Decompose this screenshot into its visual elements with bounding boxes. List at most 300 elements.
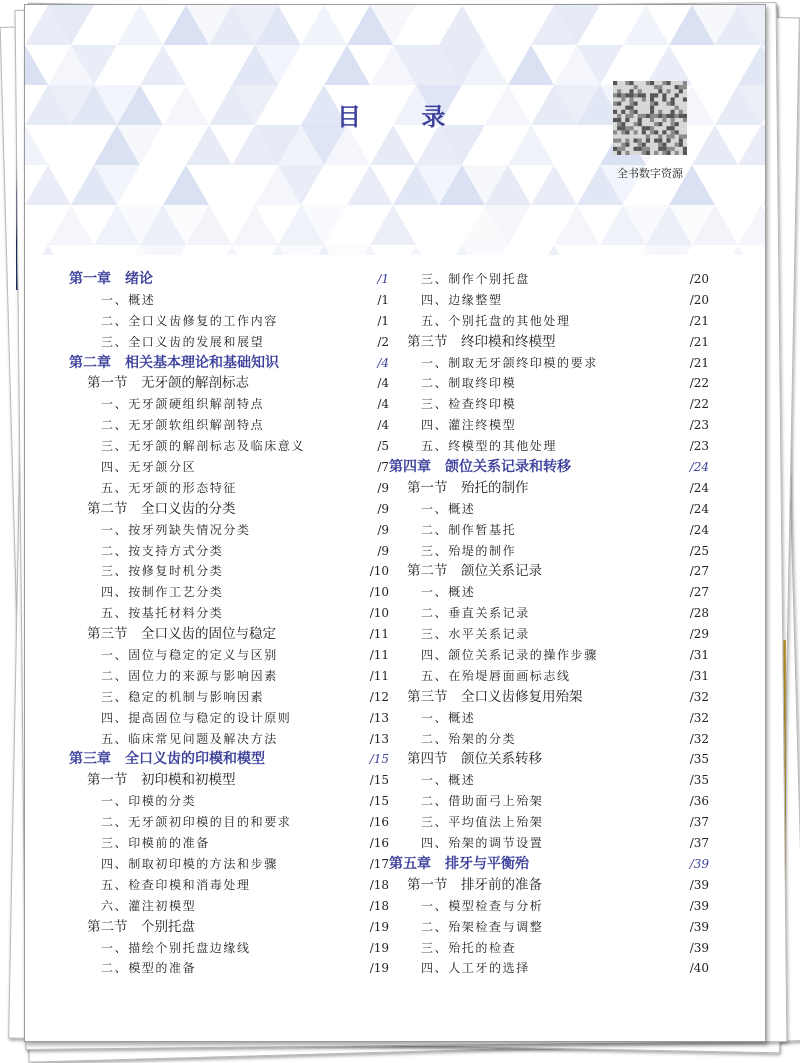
toc-page-number: /25 <box>689 543 709 558</box>
banner-triangle <box>140 245 186 255</box>
qr-module <box>621 130 625 134</box>
toc-page-number: /19 <box>369 919 389 934</box>
qr-module <box>625 126 629 130</box>
toc-item-row[interactable] <box>69 561 389 582</box>
qr-module <box>638 93 642 97</box>
toc-item-row[interactable] <box>389 645 709 666</box>
qr-module <box>654 114 658 118</box>
toc-item-row[interactable] <box>389 541 709 562</box>
toc-item-row[interactable] <box>69 394 389 415</box>
toc-item-row[interactable] <box>69 708 389 729</box>
qr-module <box>634 122 638 126</box>
toc-item-row[interactable] <box>389 833 709 854</box>
toc-entry-title: 第一节 无牙颌的解剖标志 <box>87 375 249 392</box>
toc-item-row[interactable] <box>389 791 709 812</box>
qr-module <box>679 85 683 89</box>
toc-entry-title: 一、制取无牙颌终印模的要求 <box>421 355 598 370</box>
qr-module <box>646 126 650 130</box>
qr-module <box>625 93 629 97</box>
qr-module <box>613 81 617 85</box>
qr-module <box>646 147 650 151</box>
toc-item-row[interactable] <box>389 373 709 394</box>
toc-page-number: /15 <box>369 794 389 809</box>
qr-module <box>679 139 683 143</box>
qr-module <box>683 81 687 85</box>
toc-item-row[interactable] <box>389 917 709 938</box>
toc-chapter-row[interactable] <box>69 269 389 290</box>
qr-module <box>658 134 662 138</box>
qr-module <box>650 97 654 101</box>
toc-item-row[interactable] <box>389 269 709 290</box>
banner-triangle <box>393 245 439 255</box>
qr-module <box>654 93 658 97</box>
toc-item-row[interactable] <box>389 958 709 979</box>
toc-page-number: /11 <box>369 648 389 663</box>
qr-module <box>666 102 670 106</box>
toc-page-number: /40 <box>689 961 709 976</box>
toc-page-number: /10 <box>369 585 389 600</box>
toc-entry-title: 四、制取初印模的方法和步骤 <box>101 856 278 871</box>
toc-page-number: /24 <box>689 480 709 495</box>
toc-item-row[interactable] <box>69 478 389 499</box>
qr-module <box>642 114 646 118</box>
qr-module <box>650 81 654 85</box>
banner-triangle <box>324 245 370 255</box>
toc-entry-title: 三、水平关系记录 <box>421 627 530 642</box>
toc-entry-title: 二、无牙颌软组织解剖特点 <box>101 418 265 433</box>
qr-module <box>634 147 638 151</box>
qr-module <box>658 122 662 126</box>
toc-item-row[interactable] <box>69 311 389 332</box>
toc-page-number: /19 <box>369 940 389 955</box>
qr-module <box>629 93 633 97</box>
toc-item-row[interactable] <box>389 415 709 436</box>
qr-module <box>658 110 662 114</box>
toc-page-number: /9 <box>377 543 389 558</box>
qr-module <box>617 93 621 97</box>
toc-chapter-row[interactable] <box>389 854 709 875</box>
qr-module <box>613 102 617 106</box>
qr-module <box>654 151 658 155</box>
qr-module <box>621 143 625 147</box>
qr-module <box>658 114 662 118</box>
toc-entry-title: 二、按支持方式分类 <box>101 543 224 558</box>
qr-module <box>650 102 654 106</box>
toc-item-row[interactable] <box>389 624 709 645</box>
qr-module <box>671 118 675 122</box>
toc-entry-title: 第一节 排牙前的准备 <box>407 876 542 893</box>
toc-page-number: /32 <box>689 710 709 725</box>
banner-triangle <box>347 165 393 205</box>
toc-page-number: /10 <box>369 564 389 579</box>
toc-entry-title: 二、殆架的分类 <box>421 731 517 746</box>
qr-module <box>675 106 679 110</box>
toc-section-row[interactable] <box>389 478 709 499</box>
qr-module <box>617 102 621 106</box>
toc-page-number: /13 <box>369 710 389 725</box>
qr-module <box>629 81 633 85</box>
qr-module <box>638 147 642 151</box>
toc-item-row[interactable] <box>389 499 709 520</box>
toc-chapter-row[interactable] <box>389 457 709 478</box>
toc-item-row[interactable] <box>69 436 389 457</box>
toc-entry-title: 二、殆架检查与调整 <box>421 919 544 934</box>
page-title: 目 录 <box>337 103 472 131</box>
toc-page-number: /16 <box>369 836 389 851</box>
qr-module <box>671 114 675 118</box>
toc-entry-title: 一、概述 <box>421 773 476 788</box>
qr-module <box>634 93 638 97</box>
banner-triangle <box>278 245 324 255</box>
qr-module <box>671 122 675 126</box>
toc-item-row[interactable] <box>69 603 389 624</box>
qr-module <box>658 139 662 143</box>
qr-module <box>617 126 621 130</box>
toc-column-right <box>389 269 709 979</box>
toc-item-row[interactable] <box>69 875 389 896</box>
qr-module <box>666 139 670 143</box>
toc-page-number: /9 <box>377 522 389 537</box>
qr-module <box>675 130 679 134</box>
toc-entry-title: 一、概述 <box>421 501 476 516</box>
toc-page-number: /32 <box>689 731 709 746</box>
qr-module <box>621 147 625 151</box>
toc-item-row[interactable] <box>69 938 389 959</box>
qr-module <box>621 122 625 126</box>
toc-item-row[interactable] <box>389 353 709 374</box>
toc-page-number: /24 <box>689 522 709 537</box>
toc-entry-title: 第二节 颌位关系记录 <box>407 563 542 580</box>
qr-module <box>629 110 633 114</box>
qr-module <box>646 134 650 138</box>
qr-module <box>625 106 629 110</box>
toc-entry-title: 三、制作个别托盘 <box>421 272 530 286</box>
qr-module <box>658 143 662 147</box>
banner-triangle <box>531 165 577 205</box>
toc-entry-title: 第三章 全口义齿的印模和模型 <box>69 751 265 768</box>
qr-module <box>654 139 658 143</box>
qr-module <box>650 126 654 130</box>
toc-entry-title: 五、临床常见问题及解决方法 <box>101 731 278 746</box>
qr-module <box>617 118 621 122</box>
qr-module <box>683 97 687 101</box>
toc-entry-title: 二、制取终印模 <box>421 376 517 391</box>
qr-module <box>625 114 629 118</box>
toc-page-number: /27 <box>689 564 709 579</box>
qr-module <box>671 110 675 114</box>
toc-section-row[interactable] <box>69 373 389 394</box>
qr-module <box>662 93 666 97</box>
toc-item-row[interactable] <box>69 332 389 353</box>
toc-page-number: /35 <box>689 773 709 788</box>
toc-item-row[interactable] <box>389 436 709 457</box>
toc-item-row[interactable] <box>69 582 389 603</box>
toc-item-row[interactable] <box>389 708 709 729</box>
qr-module <box>662 81 666 85</box>
toc-section-row[interactable] <box>389 875 709 896</box>
toc-page-number: /7 <box>377 460 389 475</box>
toc-entry-title: 一、固位与稳定的定义与区别 <box>101 648 278 663</box>
qr-module <box>671 134 675 138</box>
toc-entry-title: 五、无牙颌的形态特征 <box>101 480 238 495</box>
qr-module <box>617 139 621 143</box>
toc-entry-title: 四、提高固位与稳定的设计原则 <box>101 710 292 725</box>
qr-module <box>650 110 654 114</box>
qr-module <box>625 81 629 85</box>
qr-module <box>638 143 642 147</box>
banner-triangle <box>761 245 765 255</box>
toc-page-number: /24 <box>689 501 709 516</box>
toc-item-row[interactable] <box>69 415 389 436</box>
toc-section-row[interactable] <box>389 561 709 582</box>
qr-module <box>625 151 629 155</box>
qr-module <box>683 85 687 89</box>
toc-entry-title: 二、借助面弓上殆架 <box>421 794 544 809</box>
qr-module <box>671 102 675 106</box>
toc-entry-title: 一、印模的分类 <box>101 794 197 809</box>
qr-module <box>613 118 617 122</box>
qr-module <box>625 118 629 122</box>
toc-item-row[interactable] <box>69 645 389 666</box>
qr-module <box>621 110 625 114</box>
qr-module <box>675 93 679 97</box>
qr-module <box>629 89 633 93</box>
qr-module <box>642 97 646 101</box>
banner-triangle <box>232 205 278 245</box>
toc-page-number: /31 <box>689 668 709 683</box>
qr-module <box>666 151 670 155</box>
toc-item-row[interactable] <box>69 520 389 541</box>
toc-item-row[interactable] <box>69 791 389 812</box>
qr-module <box>634 85 638 89</box>
toc-item-row[interactable] <box>389 582 709 603</box>
banner-triangle <box>554 205 600 245</box>
qr-module <box>683 151 687 155</box>
qr-module <box>629 102 633 106</box>
toc-item-row[interactable] <box>69 854 389 875</box>
toc-chapter-row[interactable] <box>69 749 389 770</box>
toc-item-row[interactable] <box>69 290 389 311</box>
toc-item-row[interactable] <box>389 896 709 917</box>
toc-entry-title: 四、边缘整塑 <box>421 292 503 307</box>
toc-page-number: /37 <box>689 836 709 851</box>
banner-triangle <box>646 45 692 85</box>
banner-triangle <box>25 165 71 205</box>
qr-module <box>634 102 638 106</box>
toc-item-row[interactable] <box>389 603 709 624</box>
toc-page-number: /4 <box>377 397 389 412</box>
qr-module <box>662 114 666 118</box>
toc-page-number: /9 <box>377 480 389 495</box>
qr-module <box>634 139 638 143</box>
toc-entry-title: 第四章 颌位关系记录和转移 <box>389 459 571 476</box>
toc-item-row[interactable] <box>69 541 389 562</box>
toc-item-row[interactable] <box>389 812 709 833</box>
toc-page-number: /28 <box>689 606 709 621</box>
toc-item-row[interactable] <box>69 687 389 708</box>
toc-entry-title: 一、模型检查与分析 <box>421 898 544 913</box>
banner-triangle <box>462 245 508 255</box>
toc-page-number: /22 <box>689 397 709 412</box>
banner-triangle <box>646 245 692 255</box>
toc-entry-title: 二、全口义齿修复的工作内容 <box>101 313 278 328</box>
qr-module <box>671 147 675 151</box>
toc-entry-title: 三、检查终印模 <box>421 397 517 412</box>
toc-entry-title: 三、殆托的检查 <box>421 940 517 955</box>
banner-triangle <box>140 45 186 85</box>
toc-entry-title: 第三节 全口义齿修复用殆架 <box>407 688 583 705</box>
toc-entry-title: 一、概述 <box>421 710 476 725</box>
qr-module <box>629 126 633 130</box>
banner-triangle <box>508 125 554 165</box>
toc-entry-title: 四、灌注终模型 <box>421 418 517 433</box>
qr-module <box>654 85 658 89</box>
toc-item-row[interactable] <box>69 958 389 979</box>
toc-page-number: /20 <box>689 292 709 307</box>
toc-entry-title: 三、全口义齿的发展和展望 <box>101 334 265 349</box>
toc-page-number: /32 <box>689 689 709 704</box>
qr-code <box>613 81 687 155</box>
qr-module <box>650 118 654 122</box>
toc-page-number: /4 <box>377 376 389 391</box>
toc-section-row[interactable] <box>69 499 389 520</box>
toc-page-number: /39 <box>689 877 709 892</box>
toc-item-row[interactable] <box>389 729 709 750</box>
banner-triangle <box>738 45 765 85</box>
toc-page-number: /24 <box>689 460 709 475</box>
qr-module <box>638 89 642 93</box>
toc-entry-title: 一、概述 <box>421 585 476 600</box>
toc-item-row[interactable] <box>69 457 389 478</box>
toc-page-number: /29 <box>689 627 709 642</box>
toc-item-row[interactable] <box>69 812 389 833</box>
toc-page-number: /21 <box>689 355 709 370</box>
banner-triangle <box>25 125 48 165</box>
toc-entry-title: 第一节 初印模和初模型 <box>87 772 236 789</box>
toc-item-row[interactable] <box>389 770 709 791</box>
toc-page-number: /2 <box>377 334 389 349</box>
banner-triangle <box>186 125 232 165</box>
qr-module <box>638 118 642 122</box>
banner-triangle <box>738 125 765 165</box>
toc-section-row[interactable] <box>389 687 709 708</box>
qr-module <box>650 106 654 110</box>
qr-module <box>679 114 683 118</box>
qr-module <box>650 130 654 134</box>
toc-section-row[interactable] <box>389 749 709 770</box>
toc-entry-title: 三、平均值法上殆架 <box>421 815 544 830</box>
qr-module <box>642 93 646 97</box>
toc-page-number: /16 <box>369 815 389 830</box>
toc-entry-title: 五、个别托盘的其他处理 <box>421 313 571 328</box>
toc-section-row[interactable] <box>389 332 709 353</box>
toc-entry-title: 第二节 个别托盘 <box>87 918 195 935</box>
toc-entry-title: 第三节 终印模和终模型 <box>407 333 556 350</box>
toc-item-row[interactable] <box>389 520 709 541</box>
toc-page-number: /39 <box>689 898 709 913</box>
qr-module <box>617 114 621 118</box>
toc-page-number: /10 <box>369 606 389 621</box>
toc-page-number: /4 <box>377 418 389 433</box>
toc-chapter-row[interactable] <box>69 353 389 374</box>
toc-page-number: /39 <box>689 919 709 934</box>
banner-triangle <box>117 5 163 45</box>
toc-page-number: /4 <box>377 355 389 370</box>
qr-module <box>621 97 625 101</box>
toc-entry-title: 五、按基托材料分类 <box>101 606 224 621</box>
qr-module <box>642 151 646 155</box>
toc-entry-title: 二、垂直关系记录 <box>421 606 530 621</box>
qr-module <box>666 89 670 93</box>
qr-module <box>613 147 617 151</box>
qr-module <box>683 134 687 138</box>
toc-page-number: /39 <box>689 856 709 871</box>
toc-item-row[interactable] <box>389 311 709 332</box>
qr-module <box>625 139 629 143</box>
qr-module <box>662 97 666 101</box>
toc-item-row[interactable] <box>389 290 709 311</box>
toc-entry-title: 第二章 相关基本理论和基础知识 <box>69 354 279 371</box>
banner-triangle <box>48 205 94 245</box>
qr-module <box>662 130 666 134</box>
qr-module <box>638 139 642 143</box>
toc-item-row[interactable] <box>389 394 709 415</box>
banner-triangle <box>209 245 255 255</box>
toc-section-row[interactable] <box>69 624 389 645</box>
toc-section-row[interactable] <box>69 917 389 938</box>
toc-entry-title: 四、按制作工艺分类 <box>101 585 224 600</box>
toc-entry-title: 二、制作暂基托 <box>421 522 517 537</box>
qr-module <box>675 122 679 126</box>
toc-item-row[interactable] <box>69 666 389 687</box>
toc-section-row[interactable] <box>69 770 389 791</box>
qr-module <box>613 130 617 134</box>
qr-module <box>671 130 675 134</box>
toc-page-number: /23 <box>689 418 709 433</box>
toc-item-row[interactable] <box>69 833 389 854</box>
toc-entry-title: 三、无牙颌的解剖标志及临床意义 <box>101 439 306 454</box>
banner-triangle <box>25 45 48 85</box>
toc-item-row[interactable] <box>69 896 389 917</box>
qr-module <box>621 126 625 130</box>
toc-page-number: /11 <box>369 627 389 642</box>
toc-entry-title: 五、终模型的其他处理 <box>421 439 558 454</box>
toc-page-number: /11 <box>369 668 389 683</box>
toc-item-row[interactable] <box>389 666 709 687</box>
toc-page-number: /37 <box>689 815 709 830</box>
toc-item-row[interactable] <box>69 729 389 750</box>
toc-entry-title: 一、无牙颌硬组织解剖特点 <box>101 397 265 412</box>
toc-entry-title: 第三节 全口义齿的固位与稳定 <box>87 626 276 643</box>
qr-module <box>634 130 638 134</box>
qr-module <box>666 134 670 138</box>
toc-page-number: /1 <box>377 292 389 307</box>
toc-item-row[interactable] <box>389 938 709 959</box>
qr-module <box>625 143 629 147</box>
toc-entry-title: 四、人工牙的选择 <box>421 961 530 976</box>
qr-module <box>650 93 654 97</box>
toc-entry-title: 四、颌位关系记录的操作步骤 <box>421 648 598 663</box>
qr-module <box>617 122 621 126</box>
toc-page-number: /35 <box>689 752 709 767</box>
toc-entry-title: 一、概述 <box>101 292 156 307</box>
toc-page-number: /13 <box>369 731 389 746</box>
qr-module <box>646 81 650 85</box>
banner-triangle <box>623 5 669 45</box>
qr-module <box>654 122 658 126</box>
toc-page-number: /18 <box>369 898 389 913</box>
banner-triangle <box>163 165 209 205</box>
